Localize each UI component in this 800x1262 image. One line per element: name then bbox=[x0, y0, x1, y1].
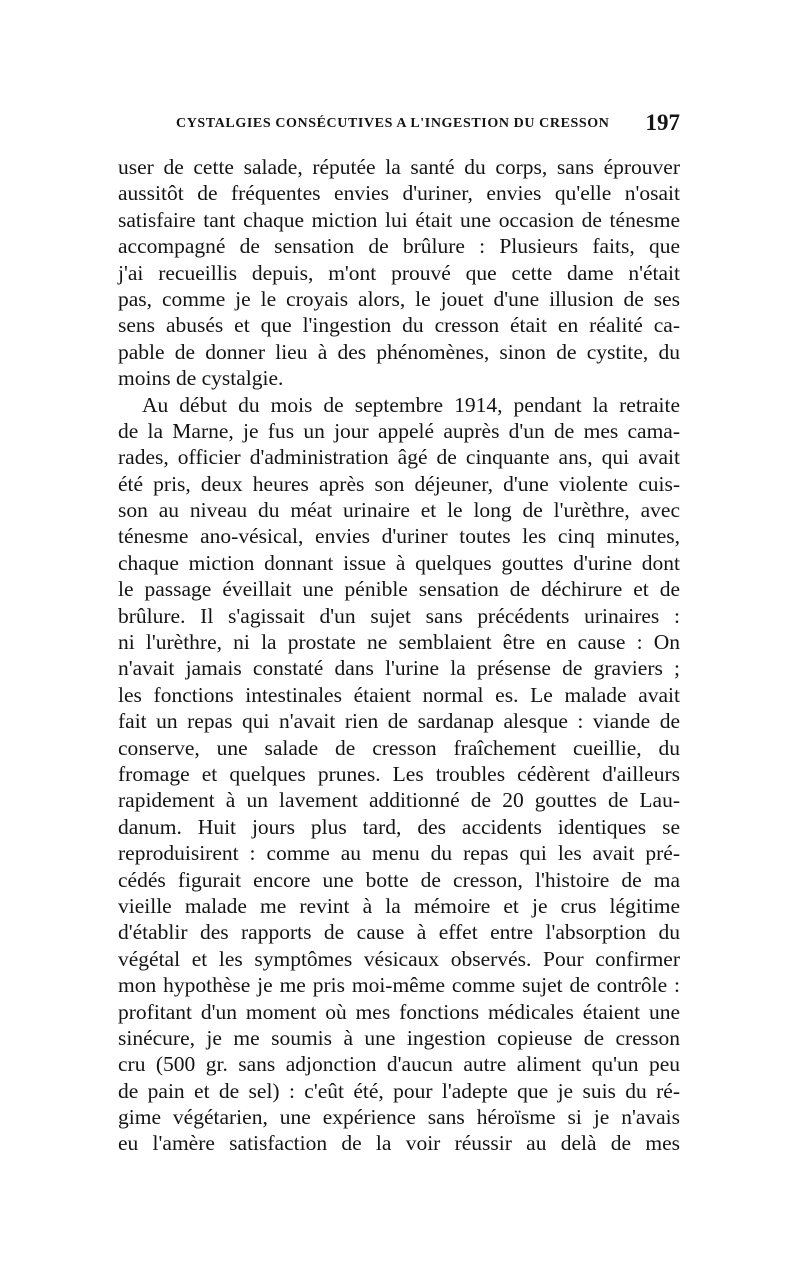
text-line: danum. Huit jours plus tard, des accidents identiques se bbox=[118, 814, 680, 839]
text-line: brûlure. Il s'agissait d'un sujet sans précédents urinaires : bbox=[118, 603, 680, 628]
text-line: aussitôt de fréquentes envies d'uriner, envies qu'elle n'osait bbox=[118, 181, 680, 206]
running-head bbox=[118, 110, 680, 140]
text-line: de pain et de sel) : c'eût été, pour l'adepte que je suis du ré- bbox=[118, 1078, 680, 1103]
text-line: j'ai recueillis depuis, m'ont prouvé que cette dame n'était bbox=[118, 260, 680, 285]
text-line: eu l'amère satisfaction de la voir réussir au delà de mes bbox=[118, 1131, 680, 1156]
text-line: végétal et les symptômes vésicaux observés. Pour confirmer bbox=[118, 946, 680, 971]
text-line: les fonctions intestinales étaient normal es. Le malade avait bbox=[118, 682, 680, 707]
text-line: de la Marne, je fus un jour appelé auprès d'un de mes cama- bbox=[118, 418, 680, 443]
text-line: rapidement à un lavement additionné de 20 gouttes de Lau- bbox=[118, 788, 680, 813]
running-title: CYSTALGIES CONSÉCUTIVES A L'INGESTION DU CRESSON bbox=[176, 116, 610, 131]
text-line: rades, officier d'administration âgé de cinquante ans, qui avait bbox=[118, 445, 680, 470]
text-line: cédés figurait encore une botte de cresson, l'histoire de ma bbox=[118, 867, 680, 892]
text-line: gime végétarien, une expérience sans héroïsme si je n'avais bbox=[118, 1105, 680, 1130]
text-line: vieille malade me revint à la mémoire et je crus légitime bbox=[118, 893, 680, 918]
text-line: été pris, deux heures après son déjeuner, d'une violente cuis- bbox=[118, 471, 680, 496]
text-line: Au début du mois de septembre 1914, pendant la retraite bbox=[142, 392, 680, 417]
text-line: pable de donner lieu à des phénomènes, sinon de cystite, du bbox=[118, 339, 680, 364]
text-line: le passage éveillait une pénible sensation de déchirure et de bbox=[118, 577, 680, 602]
text-line: d'établir des rapports de cause à effet entre l'absorption du bbox=[118, 920, 680, 945]
text-line: ténesme ano-vésical, envies d'uriner toutes les cinq minutes, bbox=[118, 524, 680, 549]
text-line: sens abusés et que l'ingestion du cresson était en réalité ca- bbox=[118, 313, 680, 338]
text-line: cru (500 gr. sans adjonction d'aucun autre aliment qu'un peu bbox=[118, 1052, 680, 1077]
text-line: mon hypothèse je me pris moi-même comme sujet de contrôle : bbox=[118, 973, 680, 998]
text-line: fromage et quelques prunes. Les troubles cédèrent d'ailleurs bbox=[118, 761, 680, 786]
text-line: pas, comme je le croyais alors, le jouet d'une illusion de ses bbox=[118, 286, 680, 311]
book-page bbox=[118, 110, 680, 1157]
text-line: fait un repas qui n'avait rien de sardanap alesque : viande de bbox=[118, 709, 680, 734]
text-line: satisfaire tant chaque miction lui était une occasion de ténesme bbox=[118, 207, 680, 232]
text-line: chaque miction donnant issue à quelques gouttes d'urine dont bbox=[118, 550, 680, 575]
text-line: reproduisirent : comme au menu du repas qui les avait pré- bbox=[118, 841, 680, 866]
text-line: profitant d'un moment où mes fonctions médicales étaient une bbox=[118, 999, 680, 1024]
text-line: son au niveau du méat urinaire et le long de l'urèthre, avec bbox=[118, 498, 680, 523]
body-text bbox=[118, 154, 680, 1157]
text-line: ni l'urèthre, ni la prostate ne semblaient être en cause : On bbox=[118, 630, 680, 655]
text-line: moins de cystalgie. bbox=[118, 366, 284, 391]
text-line: sinécure, je me soumis à une ingestion copieuse de cresson bbox=[118, 1025, 680, 1050]
text-line: n'avait jamais constaté dans l'urine la présense de graviers ; bbox=[118, 656, 680, 681]
text-line: conserve, une salade de cresson fraîchement cueillie, du bbox=[118, 735, 680, 760]
page-number: 197 bbox=[645, 110, 680, 135]
text-line: accompagné de sensation de brûlure : Plusieurs faits, que bbox=[118, 234, 680, 259]
text-line: user de cette salade, réputée la santé du corps, sans éprouver bbox=[118, 155, 680, 179]
